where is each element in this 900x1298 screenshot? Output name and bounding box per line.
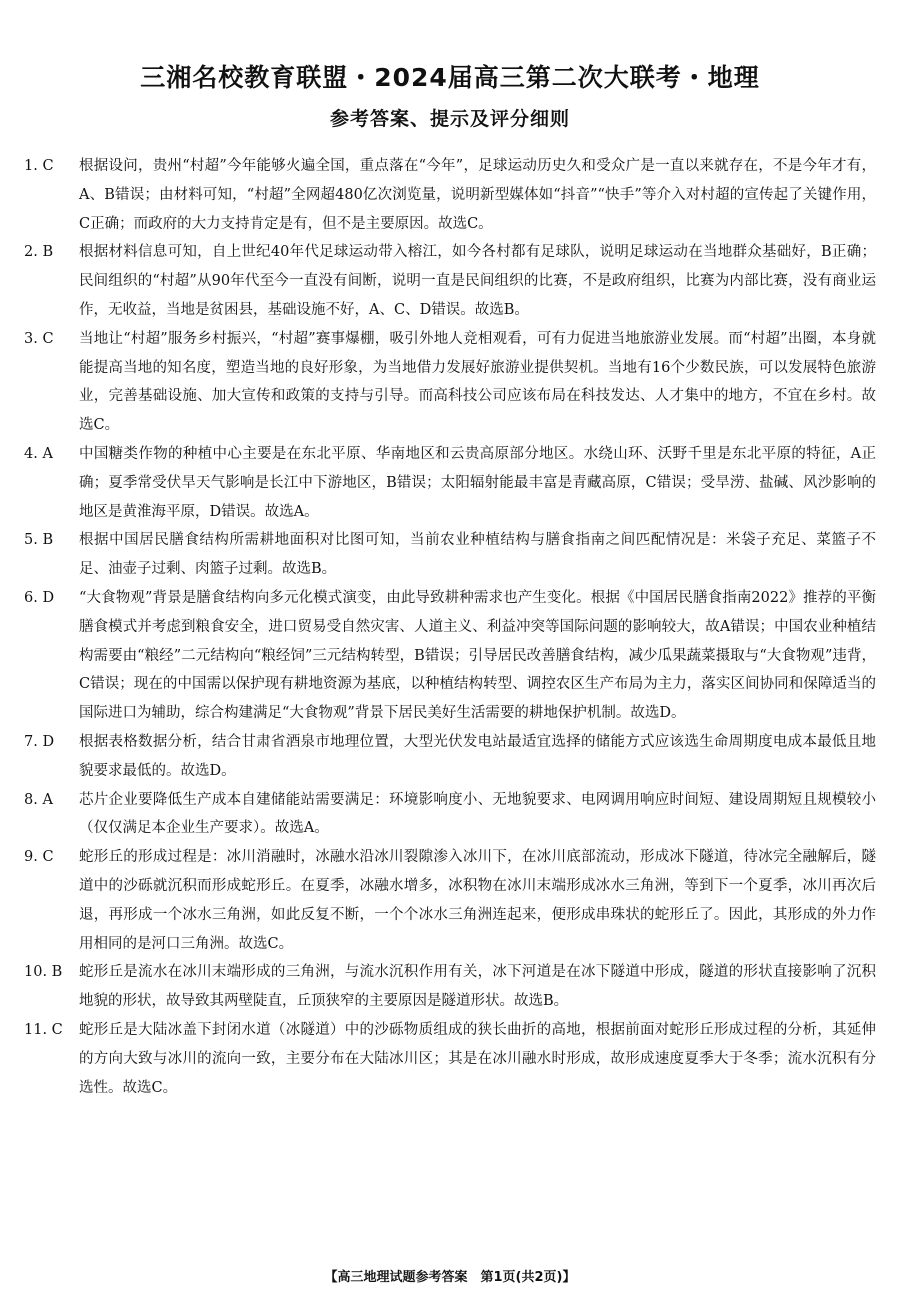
page-footer: 【高三地理试题参考答案 第1页(共2页)】 <box>324 1270 576 1285</box>
answer-number: 5. B <box>24 532 54 549</box>
answer-item <box>24 843 876 958</box>
answer-explanation: 蛇形丘是流水在冰川末端形成的三角洲，与流水沉积作用有关，冰下河道是在冰下隧道中形成，隧道的形状直接影响了沉积地貌的形状，故导致其两壁陡直，丘顶狭窄的主要原因是隧道形状。故选B。 <box>79 964 876 1010</box>
answer-explanation: 根据中国居民膳食结构所需耕地面积对比图可知，当前农业种植结构与膳食指南之间匹配情况是：米袋子充足、菜篮子不足、油壶子过剩、肉篮子过剩。故选B。 <box>79 532 876 578</box>
answer-explanation: 芯片企业要降低生产成本自建储能站需要满足：环境影响度小、无地貌要求、电网调用响应时间短、建设周期短且规模较小（仅仅满足本企业生产要求）。故选A。 <box>79 791 876 837</box>
answer-number: 6. D <box>24 589 55 606</box>
answer-item <box>24 728 876 786</box>
answer-number: 7. D <box>24 733 55 750</box>
page-title: 三湘名校教育联盟・2024届高三第二次大联考・地理 <box>140 63 760 92</box>
answer-item <box>24 238 876 324</box>
answer-number: 3. C <box>24 330 54 347</box>
answer-explanation: “大食物观”背景是膳食结构向多元化模式演变，由此导致耕种需求也产生变化。根据《中国居民膳食指南2022》推荐的平衡膳食模式并考虑到粮食安全，进口贸易受自然灾害、人道主义、利益冲突等国际问题的影响较大，故A错误；中国农业种植结构需要由“粮经”二元结构向“粮经饲”三元结构转型，B错误；引导居民改善膳食结构，减少瓜果蔬菜摄取与“大食物观”违背，C错误；现在的中国需以保护现有耕地资源为基底，以种植结构转型、调控农区生产布局为主力，落实区间协同和保障适当的国际进口为辅助，综合构建满足“大食物观”背景下居民美好生活需要的耕地保护机制。故选D。 <box>79 589 876 722</box>
answer-item <box>24 152 876 238</box>
answer-item <box>24 325 876 440</box>
answer-explanation: 当地让“村超”服务乡村振兴，“村超”赛事爆棚，吸引外地人竞相观看，可有力促进当地旅游业发展。而“村超”出圈，本身就能提高当地的知名度，塑造当地的良好形象，为当地借力发展好旅游业提供契机。当地有16个少数民族，可以发展特色旅游业，完善基础设施、加大宣传和政策的支持与引导。而高科技公司应该布局在科技发达、人才集中的地方，不宜在乡村。故选C。 <box>79 330 876 434</box>
answer-number: 11. C <box>24 1021 63 1038</box>
answer-number: 2. B <box>24 244 54 261</box>
answer-explanation: 根据表格数据分析，结合甘肃省酒泉市地理位置，大型光伏发电站最适宜选择的储能方式应该选生命周期度电成本最低且地貌要求最低的。故选D。 <box>79 733 876 779</box>
answer-explanation: 蛇形丘的形成过程是：冰川消融时，冰融水沿冰川裂隙渗入冰川下，在冰川底部流动，形成冰下隧道，待冰完全融解后，隧道中的沙砾就沉积而形成蛇形丘。在夏季，冰融水增多，冰积物在冰川末端形成冰水三角洲，等到下一个夏季，冰川再次后退，再形成一个冰水三角洲，如此反复不断，一个个冰水三角洲连起来，便形成串珠状的蛇形丘了。因此，其形成的外力作用相同的是河口三角洲。故选C。 <box>79 849 876 952</box>
answer-number: 10. B <box>24 964 63 981</box>
answer-item <box>24 958 876 1016</box>
answer-item <box>24 440 876 526</box>
answer-number: 9. C <box>24 849 54 866</box>
answer-number: 8. A <box>24 791 53 808</box>
answer-list <box>24 152 876 1102</box>
answer-item <box>24 584 876 728</box>
answer-explanation: 根据材料信息可知，自上世纪40年代足球运动带入榕江，如今各村都有足球队，说明足球运动在当地群众基础好，B正确；民间组织的“村超”从90年代至今一直没有间断，说明一直是民间组织的比赛，不是政府组织，比赛为内部比赛，没有商业运作，无收益，当地是贫困县，基础设施不好，A、C、D错误。故选B。 <box>79 244 876 318</box>
answer-explanation: 根据设问，贵州“村超”今年能够火遍全国，重点落在“今年”，足球运动历史久和受众广是一直以来就存在，不是今年才有，A、B错误；由材料可知，“村超”全网超480亿次浏览量，说明新型媒体如“抖音”“快手”等介入对村超的宣传起了关键作用，C正确；而政府的大力支持肯定是有，但不是主要原因。故选C。 <box>79 158 876 232</box>
answer-item <box>24 1016 876 1102</box>
answer-number: 1. C <box>24 158 54 174</box>
answer-item <box>24 786 876 844</box>
answer-explanation: 蛇形丘是大陆冰盖下封闭水道（冰隧道）中的沙砾物质组成的狭长曲折的高地，根据前面对蛇形丘形成过程的分析，其延伸的方向大致与冰川的流向一致，主要分布在大陆冰川区；其是在冰川融水时形成，故形成速度夏季大于冬季；流水沉积有分选性。故选C。 <box>79 1021 876 1096</box>
answer-number: 4. A <box>24 445 53 462</box>
page-subtitle: 参考答案、提示及评分细则 <box>329 108 570 130</box>
answer-item <box>24 526 876 584</box>
answer-explanation: 中国糖类作物的种植中心主要是在东北平原、华南地区和云贵高原部分地区。水绕山环、沃野千里是东北平原的特征，A正确；夏季常受伏旱天气影响是长江中下游地区，B错误；太阳辐射能最丰富是青藏高原，C错误；受旱涝、盐碱、风沙影响的地区是黄淮海平原，D错误。故选A。 <box>79 445 876 520</box>
